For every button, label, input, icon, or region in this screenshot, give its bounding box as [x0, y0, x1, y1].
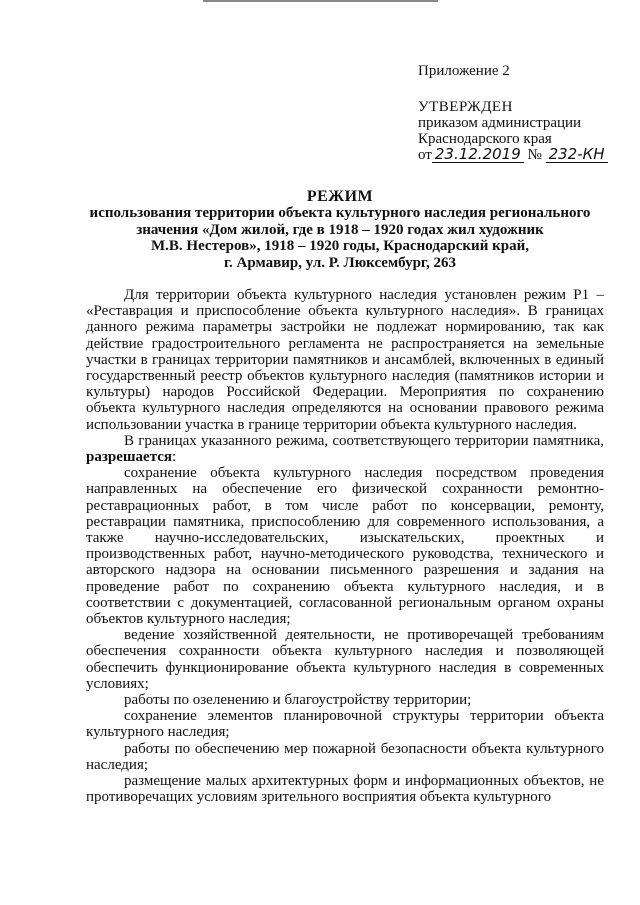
appendix-label: Приложение 2 — [418, 63, 510, 79]
subtitle-line-4: г. Армавир, ул. Р. Люксембург, 263 — [223, 254, 457, 271]
approved-by-line-2: Краснодарского края — [418, 131, 552, 147]
paragraph-regime-r1: Для территории объекта культурного наследия установлен режим Р1 – «Реставрация и приспособление объекта культурного наследия». В границах данного режима параметры застройки не подлежат нормированию, так как действие градостроительного регламента не распространяется на земельные участки в границах территории памятников и ансамблей, включенных в единый государственный реестр объектов культурного наследия (памятников истории и культуры) народов Российской Федерации. Мероприятия по сохранению объекта культурного наследия определяются на основании правового режима использовании участка в границе территории объекта культурного наследия. — [86, 287, 604, 433]
approved-label: УТВЕРЖДЕН — [418, 99, 513, 115]
permitted-keyword: разрешается — [86, 449, 173, 466]
document-subtitle — [60, 205, 620, 271]
subtitle-line-1: использования территории объекта культурного наследия регионального — [89, 205, 591, 221]
permitted-intro-text: В границах указанного режима, соответствующего территории памятника, — [124, 432, 604, 449]
order-date-number — [418, 147, 618, 163]
paragraph-small-forms: размещение малых архитектурных форм и информационных объектов, не противоречащих условиям зрительного восприятия объекта культурного — [86, 773, 604, 806]
permitted-intro-colon: : — [172, 449, 177, 466]
paragraph-planning-structure: сохранение элементов планировочной структуры территории объекта культурного наследия; — [86, 708, 604, 741]
paragraph-landscaping: работы по озеленению и благоустройству территории; — [124, 692, 472, 709]
date-prefix: от — [418, 147, 432, 163]
approval-block — [418, 99, 618, 163]
top-border-line — [203, 0, 438, 2]
handwritten-number: 232-КН — [546, 147, 608, 163]
paragraph-fire-safety: работы по обеспечению мер пожарной безопасности объекта культурного наследия; — [86, 740, 604, 773]
subtitle-line-3: М.В. Нестеров», 1918 – 1920 годы, Краснодарский край, — [151, 238, 529, 254]
document-body — [86, 287, 604, 806]
subtitle-line-2: значения «Дом жилой, где в 1918 – 1920 годах жил художник — [136, 221, 544, 238]
document-heading: РЕЖИМ — [306, 188, 374, 205]
approved-by-line-1: приказом администрации — [418, 115, 582, 131]
paragraph-preservation-works: сохранение объекта культурного наследия посредством проведения направленных на обеспечение его физической сохранности ремонтно-реставрационных работ, в том числе работ по консервации, ремонту, реставрации памятника, приспособлению для современного использования, а также научно-исследовательских, изыскательских, проектных и производственных работ, научно-методического руководства, технического и авторского надзора на основании письменного разрешения и задания на проведение работ по сохранению объекта культурного наследия, и в соответствии с документацией, согласованной региональным органом охраны объектов культурного наследия; — [86, 465, 604, 628]
handwritten-date: 23.12.2019 — [432, 147, 524, 163]
number-prefix: № — [527, 147, 542, 163]
paragraph-permitted-intro — [86, 433, 604, 465]
paragraph-economic-activity: ведение хозяйственной деятельности, не противоречащей требованиям обеспечения сохранности объекта культурного наследия и позволяющей обеспечить функционирование объекта культурного наследия в современных условиях; — [86, 627, 604, 692]
